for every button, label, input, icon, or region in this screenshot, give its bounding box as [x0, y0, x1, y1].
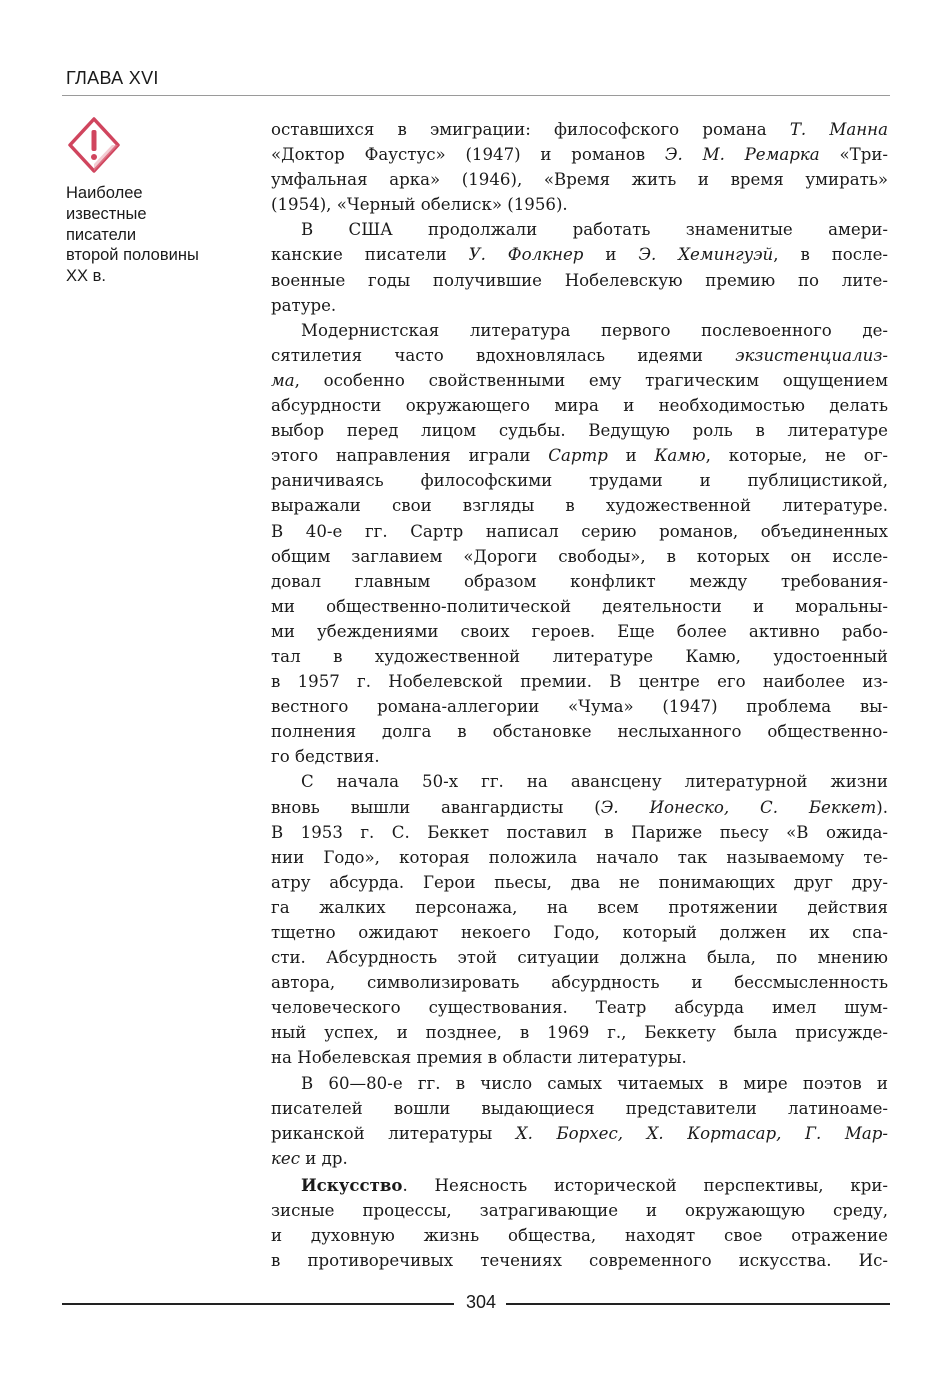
text-line: [271, 619, 888, 644]
text-line: [271, 669, 888, 694]
text-run: В 60—80-е гг. в число самых читаемых в мире поэтов и: [301, 1073, 888, 1093]
text-run: общим заглавием «Дороги свободы», в которых он иссле-: [271, 546, 888, 566]
text-line: [271, 217, 888, 242]
text-line: [271, 242, 888, 267]
italic-text: Х. Борхес, Х. Кортасар, Г. Мар-: [515, 1123, 888, 1143]
italic-text: экзистенциализ-: [735, 345, 888, 365]
text-line: [271, 544, 888, 569]
page-footer: [62, 1292, 890, 1314]
warning-diamond-icon: [66, 116, 122, 174]
italic-text: Т. Манна: [789, 120, 888, 139]
margin-note-line: известные: [66, 204, 147, 223]
text-run: «Доктор Фаустус» (1947) и романов: [271, 145, 665, 165]
footer-rule-left: [62, 1303, 454, 1305]
text-run: оставшихся в эмиграции: философского романа: [271, 120, 790, 139]
text-run: га жалких персонажа, на всем протяжении действия: [271, 897, 888, 917]
text-line: [271, 293, 888, 318]
text-line: [271, 995, 888, 1020]
text-run: сти. Абсурдность этой ситуации должна была, по мнению: [271, 948, 888, 968]
text-run: автора, символизировать абсурдность и бессмысленность: [271, 973, 888, 993]
text-run: канские писатели: [271, 245, 469, 265]
text-line: [271, 744, 888, 769]
text-run: и духовную жизнь общества, находят свое отражение: [271, 1226, 888, 1246]
italic-text: кес: [271, 1148, 301, 1168]
body-text: [271, 117, 888, 1273]
footer-rule-right: [506, 1303, 890, 1305]
text-run: . Неясность исторической перспективы, кри-: [402, 1175, 888, 1195]
text-line: [271, 519, 888, 544]
text-line: [271, 895, 888, 920]
text-line: [271, 1020, 888, 1045]
text-line: [271, 1223, 888, 1248]
text-line: [271, 1198, 888, 1223]
text-run: , в после-: [773, 245, 888, 265]
text-line: [271, 594, 888, 619]
italic-text: ма: [271, 370, 295, 390]
text-line: [271, 769, 888, 794]
italic-text: Э. М. Ремарка: [664, 145, 820, 165]
italic-text: У. Фолкнер: [468, 245, 584, 265]
italic-text: Э. Хемингуэй: [638, 245, 774, 265]
italic-text: Э. Ионеско, С. Беккет: [600, 797, 877, 817]
text-line: [271, 1045, 888, 1070]
text-line: [271, 970, 888, 995]
text-run: человеческого существования. Театр абсурда имел шум-: [271, 998, 888, 1018]
text-run: этого направления играли: [271, 446, 549, 466]
text-run: военные годы получившие Нобелевскую премию по лите-: [271, 270, 888, 290]
text-run: тал в художественной литературе Камю, удостоенный: [271, 646, 888, 666]
text-line: [271, 1071, 888, 1096]
text-line: [271, 443, 888, 468]
text-line: [271, 192, 888, 217]
text-run: , особенно свойственными ему трагическим ощущением: [294, 370, 888, 390]
text-line: [271, 1248, 888, 1273]
text-run: С начала 50-х гг. на авансцену литературной жизни: [301, 772, 888, 792]
text-line: [271, 368, 888, 393]
margin-note-line: писатели: [66, 225, 137, 244]
text-run: ный успех, и позднее, в 1969 г., Беккету была присужде-: [271, 1023, 888, 1043]
bold-text: Искусство: [301, 1174, 403, 1195]
text-run: ми общественно-политической деятельности и моральны-: [271, 596, 888, 616]
text-line: [271, 719, 888, 744]
text-run: на Нобелевская премия в области литературы.: [271, 1048, 687, 1068]
text-line: [271, 694, 888, 719]
text-run: и: [583, 245, 639, 265]
text-run: и: [607, 446, 655, 466]
text-line: [271, 644, 888, 669]
italic-text: Камю: [654, 446, 706, 466]
text-line: [271, 795, 888, 820]
text-run: абсурдности окружающего мира и необходимостью делать: [271, 396, 888, 416]
text-run: и др.: [300, 1148, 348, 1168]
text-line: [271, 318, 888, 343]
text-run: выбор перед лицом судьбы. Ведущую роль в литературе: [271, 421, 888, 441]
text-line: [271, 343, 888, 368]
text-run: ми убеждениями своих героев. Еще более активно рабо-: [271, 621, 888, 641]
page-number: 304: [465, 1292, 497, 1312]
text-run: атру абсурда. Герои пьесы, два не понимающих друг дру-: [271, 872, 888, 892]
text-line: [271, 142, 888, 167]
text-run: зисные процессы, затрагивающие и окружающую среду,: [271, 1201, 888, 1221]
text-run: вновь вышли авангардисты (: [271, 797, 601, 817]
text-run: (1954), «Черный обелиск» (1956).: [271, 195, 568, 215]
text-run: полнения долга в обстановке неслыханного общественно-: [271, 722, 888, 742]
text-run: тщетно ожидают некоего Годо, который должен их спа-: [271, 923, 888, 942]
text-line: [271, 418, 888, 443]
text-run: раничиваясь философскими трудами и публицистикой,: [271, 471, 888, 491]
text-line: [271, 1121, 888, 1146]
text-line: [271, 820, 888, 845]
margin-note-line: XX в.: [66, 267, 106, 286]
text-line: [271, 1146, 888, 1171]
text-run: выражали свои взгляды в художественной литературе.: [271, 496, 888, 516]
text-line: [271, 268, 888, 293]
text-line: [271, 393, 888, 418]
text-run: в противоречивых течениях современного искусства. Ис-: [271, 1251, 888, 1271]
text-run: риканской литературы: [271, 1123, 516, 1143]
text-run: В 1953 г. С. Беккет поставил в Париже пьесу «В ожида-: [271, 822, 888, 842]
text-run: , которые, не ог-: [705, 446, 888, 466]
text-run: сятилетия часто вдохновлялась идеями: [271, 345, 736, 365]
text-line: [271, 870, 888, 895]
text-run: ).: [876, 797, 888, 817]
text-run: Модернистская литература первого послевоенного де-: [301, 320, 888, 340]
text-run: вестного романа-аллегории «Чума» (1947) проблема вы-: [271, 697, 888, 717]
text-line: [271, 468, 888, 493]
margin-note: [66, 183, 236, 287]
text-line: [271, 920, 888, 945]
text-line: [271, 493, 888, 518]
margin-note-line: второй половины: [66, 246, 199, 265]
text-line: [271, 845, 888, 870]
margin-note-line: Наиболее: [66, 184, 143, 202]
text-run: писателей вошли выдающиеся представители латиноаме-: [271, 1098, 888, 1118]
text-line: [271, 945, 888, 970]
text-run: ратуре.: [271, 295, 337, 315]
text-run: го бедствия.: [271, 747, 380, 767]
text-line: [271, 117, 888, 142]
text-run: В 40-е гг. Сартр написал серию романов, объединенных: [271, 521, 888, 541]
text-run: умфальная арка» (1946), «Время жить и время умирать»: [271, 170, 888, 190]
text-line: [271, 167, 888, 192]
text-run: «Три-: [819, 145, 888, 165]
italic-text: Сартр: [548, 446, 608, 466]
chapter-header: ГЛАВА XVI: [66, 68, 159, 88]
text-run: довал главным образом конфликт между требования-: [271, 571, 888, 591]
text-line: [271, 1173, 888, 1198]
text-run: нии Годо», которая положила начало так называемому те-: [271, 847, 888, 867]
text-run: В США продолжали работать знаменитые амери-: [301, 220, 888, 240]
text-line: [271, 569, 888, 594]
text-run: в 1957 г. Нобелевской премии. В центре его наиболее из-: [271, 672, 888, 692]
header-divider: [62, 95, 890, 96]
text-line: [271, 1096, 888, 1121]
